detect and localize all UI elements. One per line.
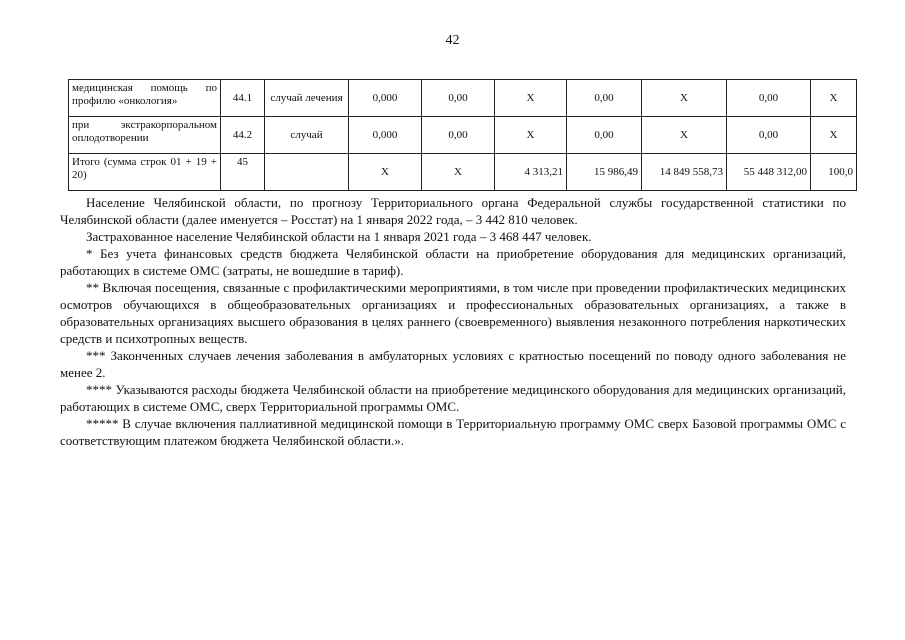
row-value-cell: 15 986,49 xyxy=(567,154,642,191)
row-value-cell: Х xyxy=(495,117,567,154)
row-value-cell: 100,0 xyxy=(811,154,857,191)
row-value-cell: 0,00 xyxy=(727,80,811,117)
row-value-cell: Х xyxy=(422,154,495,191)
table-row xyxy=(69,80,857,117)
note-insured-population: Застрахованное население Челябинской области на 1 января 2021 года – 3 468 447 человек. xyxy=(86,229,592,244)
row-value-cell: 0,00 xyxy=(567,117,642,154)
row-unit-cell: случай xyxy=(265,117,349,154)
table-row-total xyxy=(69,154,857,191)
row-value-cell: Х xyxy=(349,154,422,191)
row-value-cell: Х xyxy=(642,80,727,117)
row-value-cell: 14 849 558,73 xyxy=(642,154,727,191)
row-value-cell: Х xyxy=(811,80,857,117)
row-unit-cell: случай лечения xyxy=(265,80,349,117)
row-value-cell: 55 448 312,00 xyxy=(727,154,811,191)
row-value-cell: Х xyxy=(495,80,567,117)
row-code-cell: 44.2 xyxy=(221,117,265,154)
row-code-cell: 44.1 xyxy=(221,80,265,117)
row-value-cell: 0,00 xyxy=(727,117,811,154)
row-value-cell: 0,000 xyxy=(349,117,422,154)
footnote-4: **** Указываются расходы бюджета Челябинской области на приобретение медицинского оборудования для медицинских организаций, работающих в системе ОМС, сверх Территориальной программы ОМС. xyxy=(60,382,846,414)
data-table xyxy=(68,79,857,191)
row-name-cell: Итого (сумма строк 01 + 19 + 20) xyxy=(69,154,221,191)
row-name-cell: медицинская помощь по профилю «онкология» xyxy=(69,80,221,117)
footnote-2: ** Включая посещения, связанные с профилактическими мероприятиями, в том числе при проведении профилактических медицинских осмотров обучающихся в общеобразовательных организациях и профессиональных образовательных организациях, а также в образовательных организациях высшего образования в целях раннего (своевременного) выявления незаконного потребления наркотических средств и психотропных веществ. xyxy=(60,280,846,346)
page-number: 42 xyxy=(445,33,460,48)
table-row xyxy=(69,117,857,154)
footnote-1: * Без учета финансовых средств бюджета Челябинской области на приобретение оборудования для медицинских организаций, работающих в системе ОМС (затраты, не вошедшие в тариф). xyxy=(60,246,846,278)
row-value-cell: 4 313,21 xyxy=(495,154,567,191)
footnotes xyxy=(60,194,846,449)
row-code-cell: 45 xyxy=(221,154,265,191)
row-value-cell: 0,00 xyxy=(567,80,642,117)
footnote-5: ***** В случае включения паллиативной медицинской помощи в Территориальную программу ОМС сверх Базовой программы ОМС с соответствующим платежом бюджета Челябинской области.». xyxy=(60,416,846,448)
note-population: Население Челябинской области, по прогнозу Территориального органа Федеральной службы государственной статистики по Челябинской области (далее именуется – Росстат) на 1 января 2022 года, – 3 442 810 человек. xyxy=(60,195,846,227)
row-value-cell: 0,00 xyxy=(422,117,495,154)
row-name-cell: при экстракорпоральном оплодотворении xyxy=(69,117,221,154)
row-unit-cell xyxy=(265,154,349,191)
row-value-cell: 0,000 xyxy=(349,80,422,117)
row-value-cell: 0,00 xyxy=(422,80,495,117)
row-value-cell: Х xyxy=(642,117,727,154)
footnote-3: *** Законченных случаев лечения заболевания в амбулаторных условиях с кратностью посещений по поводу одного заболевания не менее 2. xyxy=(60,348,846,380)
row-value-cell: Х xyxy=(811,117,857,154)
